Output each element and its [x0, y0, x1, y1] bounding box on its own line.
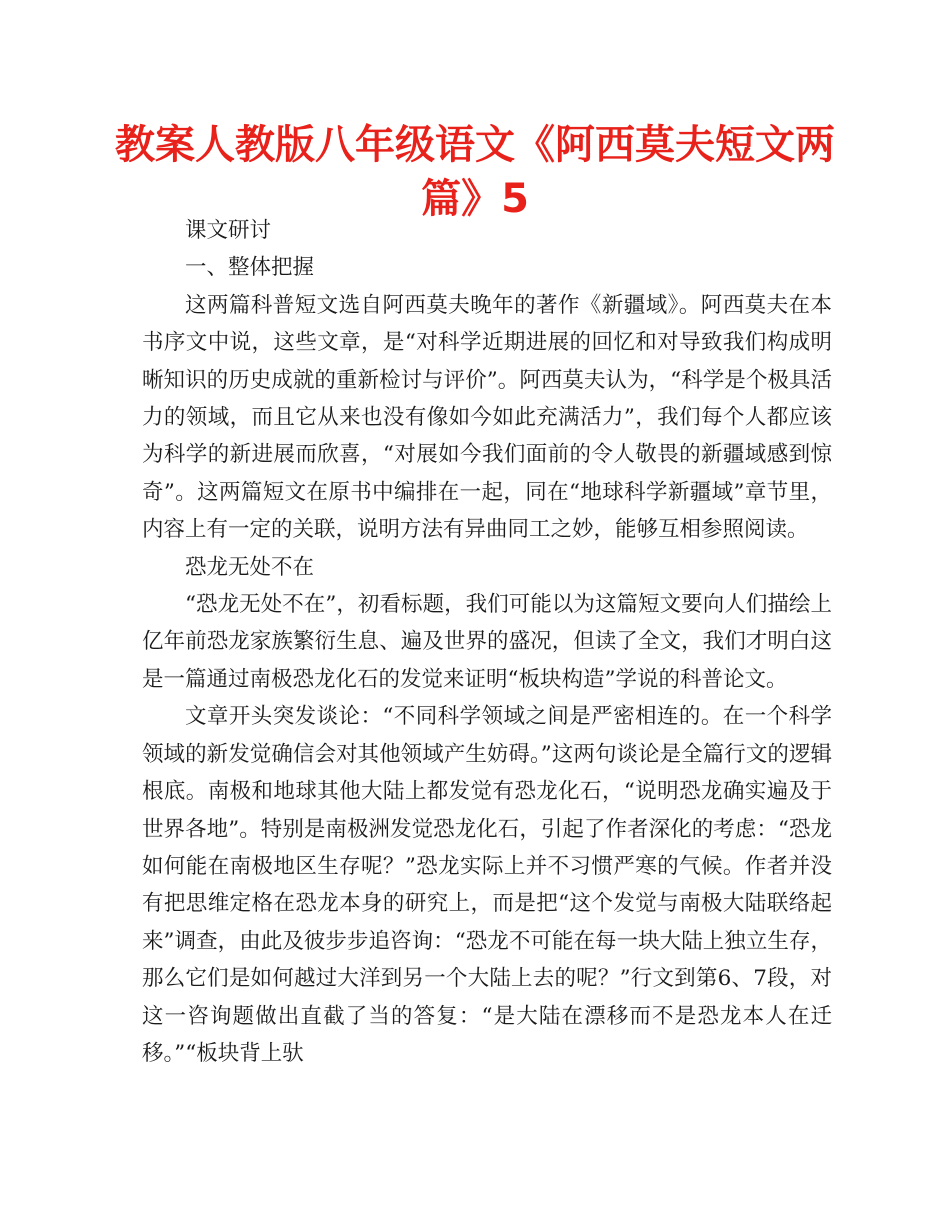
paragraph-article-title: 恐龙无处不在	[185, 554, 315, 580]
document-title: 教案人教版八年级语文《阿西莫夫短文两篇》5	[115, 122, 835, 222]
paragraph: 这两篇科普短文选自阿西莫夫晚年的著作《新疆域》。阿西莫夫在本书序文中说，这些文章，是“对科学近期进展的回忆和对导致我们构成明晰知识的历史成就的重新检讨与评价”。阿西莫夫认为，“科学是个极具活力的领域，而且它从来也没有像如今如此充满活力”，我们每个人都应该为科学的新进展而欣喜，“对展如今我们面前的令人敬畏的新疆域感到惊奇”。这两篇短文在原书中编排在一起，同在“地球科学新疆域”章节里，内容上有一定的关联，说明方法有异曲同工之妙，能够互相参照阅读。	[142, 292, 832, 543]
paragraph-section-heading: 课文研讨	[185, 218, 272, 243]
paragraph: 文章开头突发谈论：“不同科学领域之间是严密相连的。在一个科学领域的新发觉确信会对其他领域产生妨碍。”这两句谈论是全篇行文的逻辑根底。南极和地球其他大陆上都发觉有恐龙化石，“说明恐龙确实遍及于世界各地”。特别是南极洲发觉恐龙化石，引起了作者深化的考虑：“恐龙如何能在南极地区生存呢？”恐龙实际上并不习惯严寒的气候。作者并没有把思维定格在恐龙本身的研究上，而是把“这个发觉与南极大陆联络起来”调查，由此及彼步步追咨询：“恐龙不可能在每一块大陆上独立生存，那么它们是如何越过大洋到另一个大陆上去的呢？”行文到第6、7段，对这一咨询题做出直截了当的答复：“是大陆在漂移而不是恐龙本人在迁移。”“板块背上驮	[142, 704, 832, 1066]
document-body	[142, 212, 832, 1072]
paragraph: “恐龙无处不在”，初看标题，我们可能以为这篇短文要向人们描绘上亿年前恐龙家族繁衍生息、遍及世界的盛况，但读了全文，我们才明白这是一篇通过南极恐龙化石的发觉来证明“板块构造”学说的科普论文。	[142, 592, 832, 692]
paragraph-subheading: 一、整体把握	[185, 255, 315, 281]
